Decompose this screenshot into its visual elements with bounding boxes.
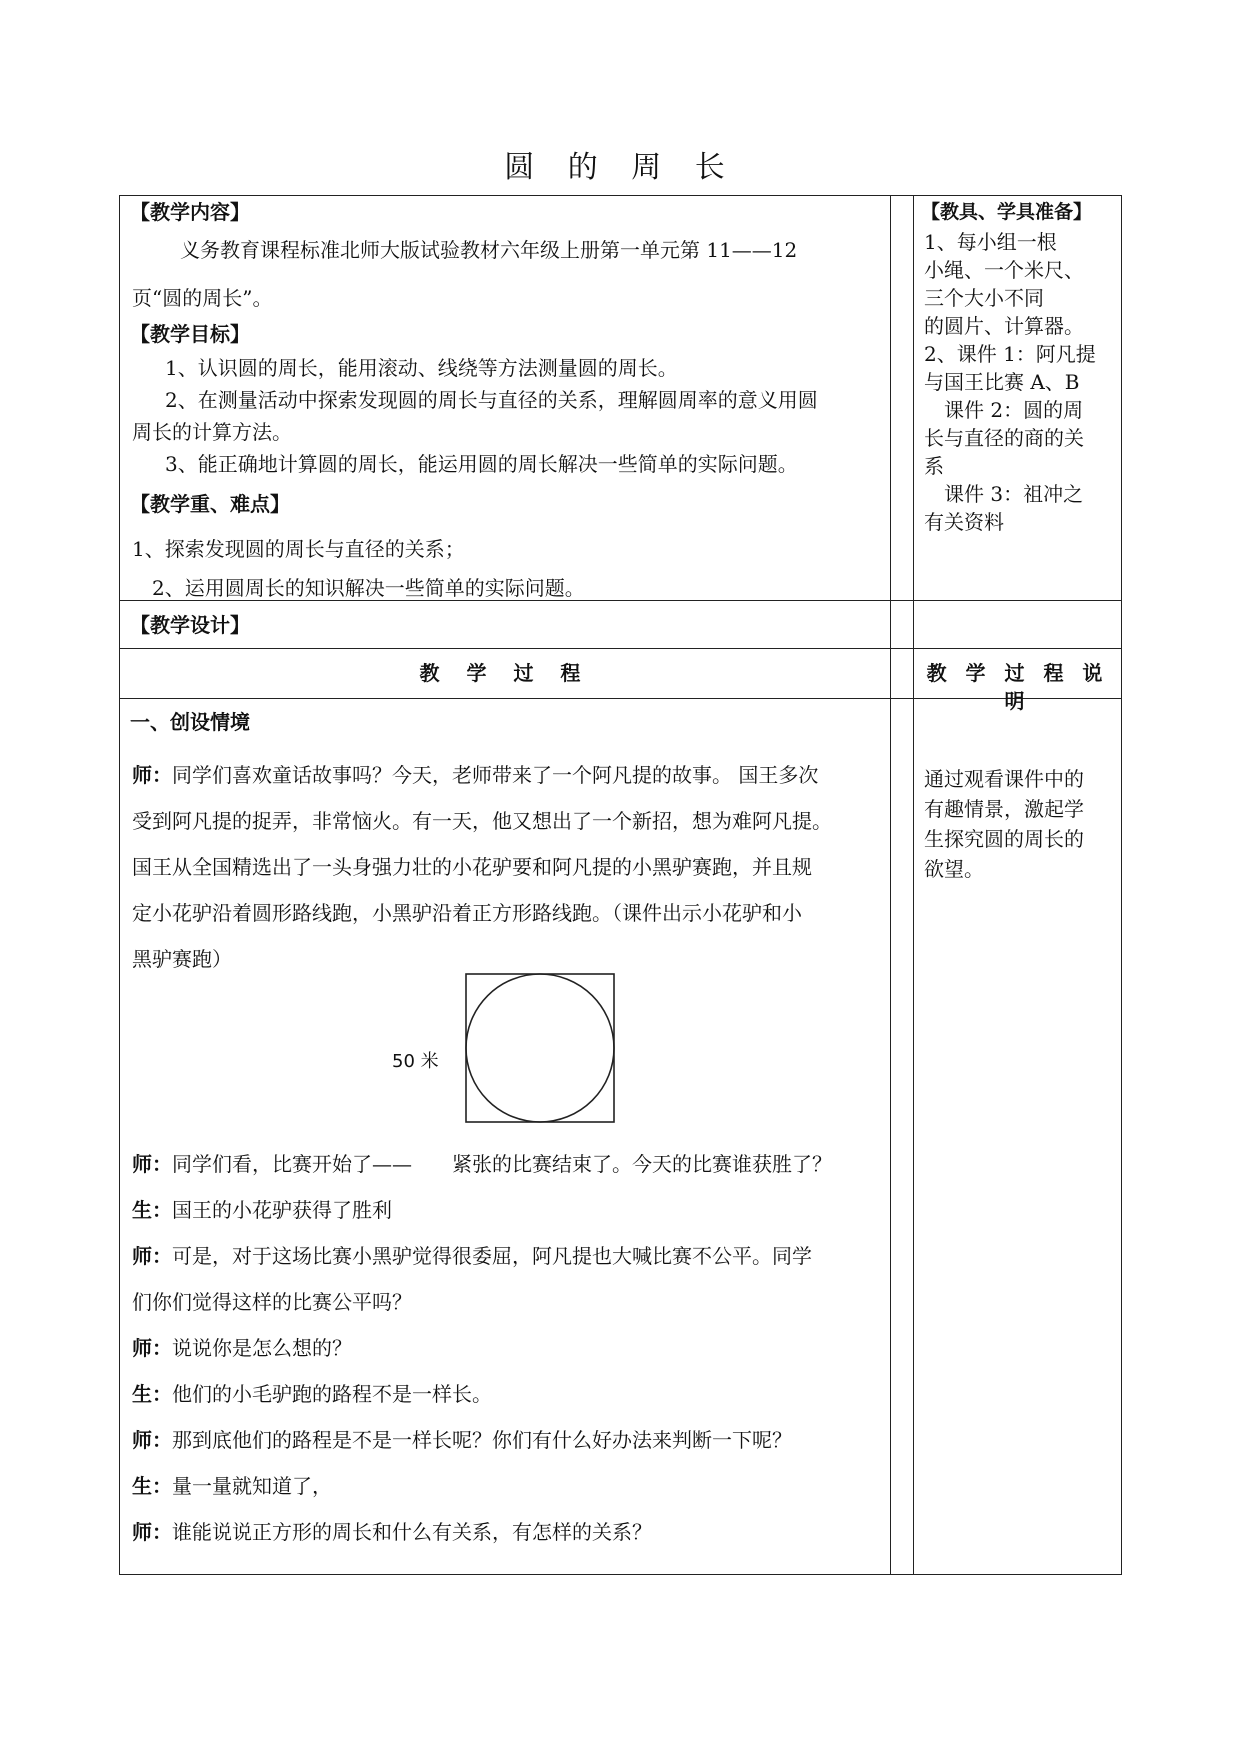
dialog-line [132, 1371, 884, 1417]
speaker-label: 师： [132, 1520, 172, 1544]
dialog [132, 1141, 884, 1555]
intro-line: 国王从全国精选出了一头身强力壮的小花驴要和阿凡提的小黑驴赛跑，并且规 [132, 855, 812, 879]
figure-label: 50 米 [392, 1051, 439, 1072]
note-line: 欲望。 [924, 857, 984, 881]
process-note-heading: 教 学 过 程 说 明 [926, 661, 1109, 713]
part1-note [924, 764, 1084, 884]
prep-line: 课件 3：祖冲之 [924, 482, 1084, 506]
key-item: 2、运用圆周长的知识解决一些简单的实际问题。 [152, 576, 585, 600]
prep-line: 系 [924, 454, 944, 478]
speaker-label: 生： [132, 1474, 172, 1498]
intro-paragraph [132, 752, 884, 982]
dialog-text: 可是，对于这场比赛小黑驴觉得很委屈，阿凡提也大喊比赛不公平。同学 [172, 1244, 812, 1268]
design-heading: 【教学设计】 [130, 613, 250, 637]
prep-line: 有关资料 [924, 510, 1004, 534]
speaker-label: 师： [132, 1336, 172, 1360]
speaker-label: 师： [132, 763, 172, 787]
part1-heading: 一、创设情境 [130, 710, 250, 734]
speaker-label: 师： [132, 1244, 172, 1268]
dialog-text: 他们的小毛驴跑的路程不是一样长。 [172, 1382, 492, 1406]
dialog-line [132, 1463, 884, 1509]
goal-item: 3、能正确地计算圆的周长，能运用圆的周长解决一些简单的实际问题。 [165, 452, 798, 476]
page-title: 圆 的 周 长 [504, 150, 737, 185]
goal-item: 周长的计算方法。 [132, 420, 292, 444]
dialog-text: 量一量就知道了， [172, 1474, 332, 1498]
prep-line: 三个大小不同 [924, 286, 1044, 310]
goal-item: 2、在测量活动中探索发现圆的周长与直径的关系，理解圆周率的意义用圆 [165, 388, 818, 412]
speaker-label: 师： [132, 1152, 172, 1176]
dialog-text: 们你们觉得这样的比赛公平吗？ [132, 1290, 412, 1314]
key-item: 1、探索发现圆的周长与直径的关系； [132, 537, 465, 561]
speaker-label: 生： [132, 1382, 172, 1406]
dialog-text: 说说你是怎么想的？ [172, 1336, 352, 1360]
dialog-text: 谁能说说正方形的周长和什么有关系，有怎样的关系？ [172, 1520, 652, 1544]
content-line-1: 义务教育课程标准北师大版试验教材六年级上册第一单元第 11——12 [180, 238, 798, 262]
dialog-line [132, 1417, 884, 1463]
prep-line: 的圆片、计算器。 [924, 314, 1084, 338]
goals-heading: 【教学目标】 [130, 322, 250, 346]
speaker-label: 师： [132, 1428, 172, 1452]
prep-line: 长与直径的商的关 [924, 426, 1084, 450]
dialog-line [132, 1141, 884, 1187]
race-track-figure [460, 968, 620, 1128]
note-line: 生探究圆的周长的 [924, 827, 1084, 851]
prep-line: 1、每小组一根 [924, 230, 1057, 254]
intro-line: 受到阿凡提的捉弄，非常恼火。有一天，他又想出了一个新招，想为难阿凡提。 [132, 809, 832, 833]
note-line: 有趣情景，激起学 [924, 797, 1084, 821]
key-heading: 【教学重、难点】 [130, 492, 290, 516]
speaker-label: 生： [132, 1198, 172, 1222]
circle-track [466, 974, 614, 1122]
goal-item: 1、认识圆的周长，能用滚动、线绕等方法测量圆的周长。 [165, 356, 678, 380]
dialog-text: 国王的小花驴获得了胜利 [172, 1198, 392, 1222]
prep-lines [924, 228, 1096, 536]
prep-line: 与国王比赛 A、B [924, 370, 1080, 394]
dialog-line [132, 1325, 884, 1371]
note-line: 通过观看课件中的 [924, 767, 1084, 791]
dialog-line [132, 1509, 884, 1555]
intro-line: 黑驴赛跑） [132, 947, 232, 971]
dialog-line [132, 1279, 884, 1325]
intro-line: 定小花驴沿着圆形路线跑，小黑驴沿着正方形路线跑。（课件出示小花驴和小 [132, 901, 802, 925]
prep-line: 小绳、一个米尺、 [924, 258, 1084, 282]
dialog-line [132, 1187, 884, 1233]
dialog-text: 那到底他们的路程是不是一样长呢？你们有什么好办法来判断一下呢？ [172, 1428, 792, 1452]
prep-line: 课件 2：圆的周 [924, 398, 1084, 422]
dialog-text: 同学们看，比赛开始了—— 紧张的比赛结束了。今天的比赛谁获胜了？ [172, 1152, 832, 1176]
dialog-line [132, 1233, 884, 1279]
prep-heading: 【教具、学具准备】 [921, 201, 1093, 223]
process-heading: 教 学 过 程 [419, 661, 591, 685]
intro-line: 同学们喜欢童话故事吗？今天，老师带来了一个阿凡提的故事。 国王多次 [172, 763, 819, 787]
content-heading: 【教学内容】 [130, 200, 250, 224]
content-line-2: 页“圆的周长”。 [132, 286, 273, 310]
prep-line: 2、课件 1：阿凡提 [924, 342, 1096, 366]
